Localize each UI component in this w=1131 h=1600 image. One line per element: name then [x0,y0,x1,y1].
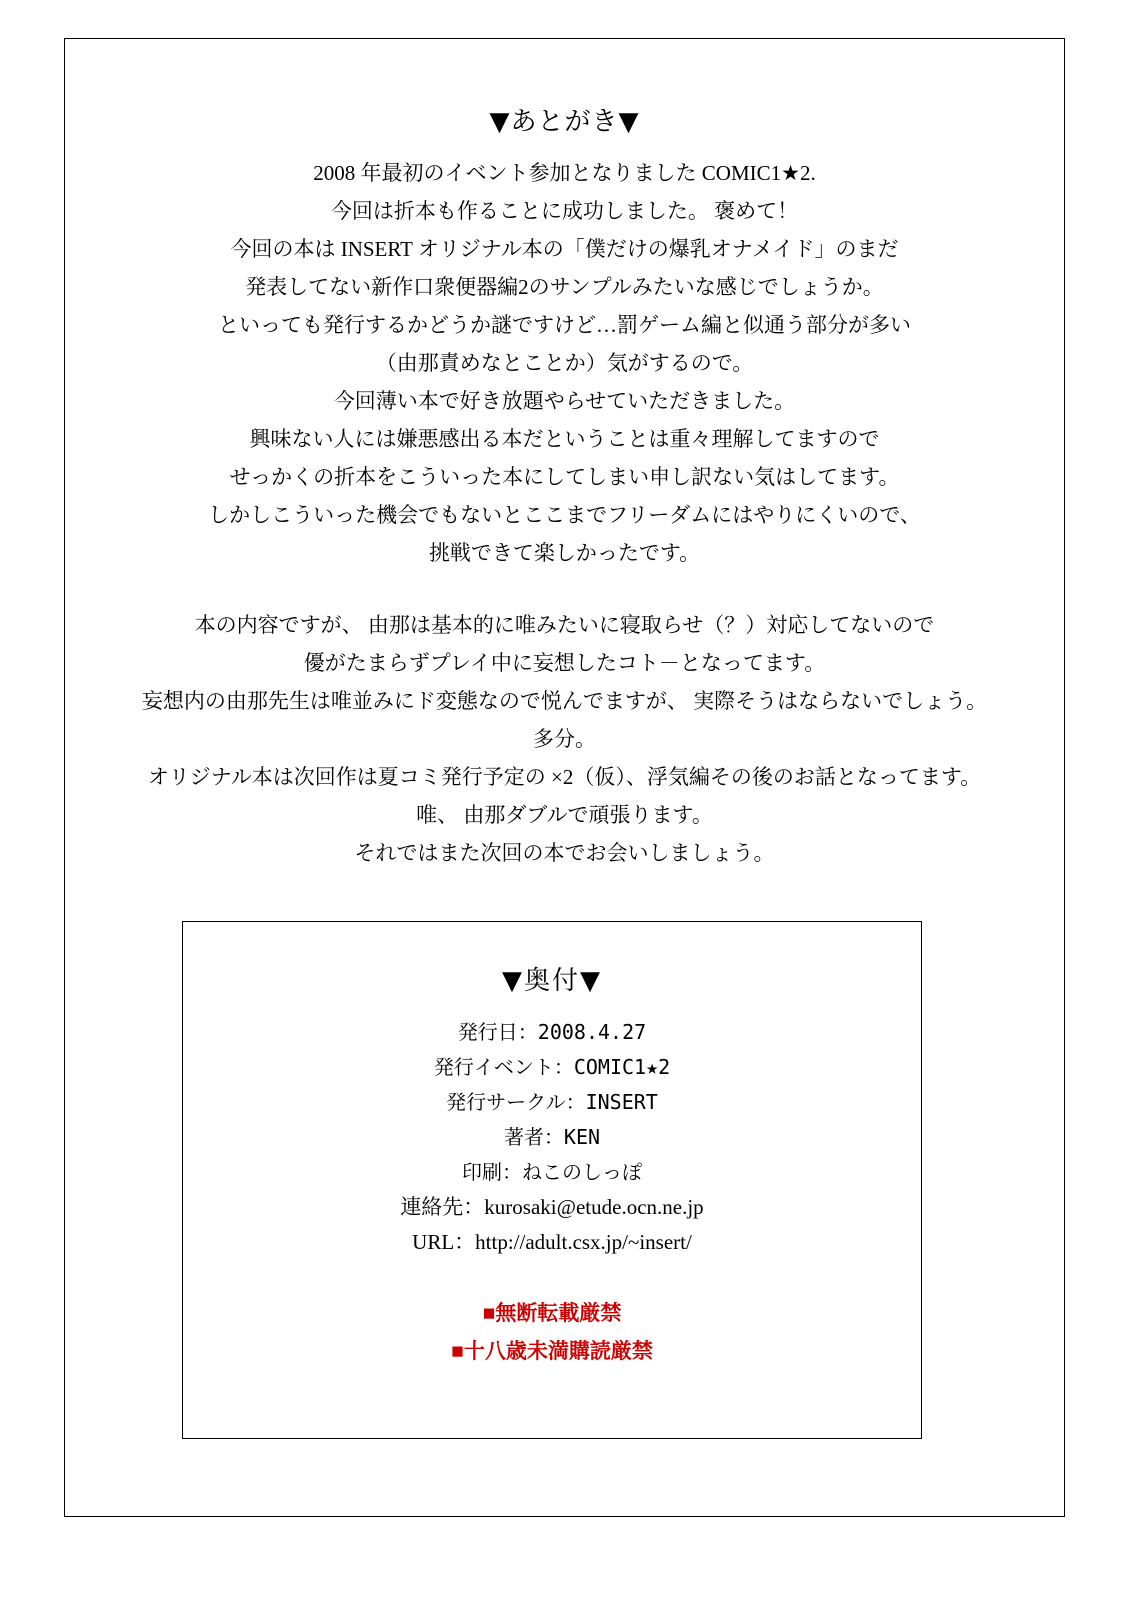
colophon-entry: 発行日：2008.4.27 [457,1020,647,1044]
afterword-line: 2008 年最初のイベント参加となりました COMIC1★2. [313,161,816,185]
afterword-line: それではまた次回の本でお会いしましょう。 [354,841,775,865]
colophon-entry: 著者：KEN [503,1125,601,1149]
afterword-line: 今回の本は INSERT オリジナル本の「僕だけの爆乳オナメイド」のまだ [230,237,899,261]
afterword-title: ▼あとがき▼ [489,107,640,137]
colophon-entry: 印刷：ねこのしっぽ [462,1160,642,1184]
afterword-line: オリジナル本は次回作は夏コミ発行予定の ×2（仮）、浮気編その後のお話となってます。 [147,765,982,789]
afterword-line: 興味ない人には嫌悪感出る本だということは重々理解してますので [249,427,880,451]
afterword-line: 今回薄い本で好き放題やらせていただきました。 [333,389,796,413]
colophon-entry: 発行サークル：INSERT [446,1090,658,1114]
afterword-line: しかしこういった機会でもないとここまでフリーダムにはやりにくいので、 [208,503,921,527]
colophon-notices [183,1294,921,1370]
colophon-box [182,921,922,1439]
afterword-line: 挑戦できて楽しかったです。 [428,541,701,565]
paragraph-spacer [65,572,1064,606]
afterword-line: せっかくの折本をこういった本にしてしまい申し訳ない気はしてます。 [229,465,900,489]
afterword-line: 発表してない新作口衆便器編2のサンプルみたいな感じでしょうか。 [245,275,884,299]
notice-age-restriction: ■十八歳未満購読厳禁 [451,1339,653,1363]
notice-no-reprint: ■無断転載厳禁 [482,1301,622,1325]
colophon-title: ▼奥付▼ [502,966,602,996]
afterword-line: （由那責めなとことか）気がするので。 [375,351,754,375]
afterword-line: 多分。 [533,727,596,751]
page-border [64,38,1065,1517]
afterword-line: 唯、 由那ダブルで頑張ります。 [416,803,713,827]
colophon-entry: 発行イベント：COMIC1★2 [433,1055,671,1079]
afterword-line: 妄想内の由那先生は唯並みにド変態なので悦んでますが、 実際そうはならないでしょう。 [141,689,988,713]
colophon-contact-url: URL：http://adult.csx.jp/~insert/ [412,1230,692,1254]
colophon-contact-email: 連絡先：kurosaki@etude.ocn.ne.jp [400,1195,704,1219]
afterword-line: 優がたまらずプレイ中に妄想したコト－となってます。 [303,651,826,675]
afterword-section [65,101,1064,872]
afterword-line: 本の内容ですが、 由那は基本的に唯みたいに寝取らせ（？）対応してないので [194,613,935,637]
afterword-line: といっても発行するかどうか謎ですけど…罰ゲーム編と似通う部分が多い [218,313,911,337]
afterword-line: 今回は折本も作ることに成功しました。 褒めて！ [330,199,799,223]
